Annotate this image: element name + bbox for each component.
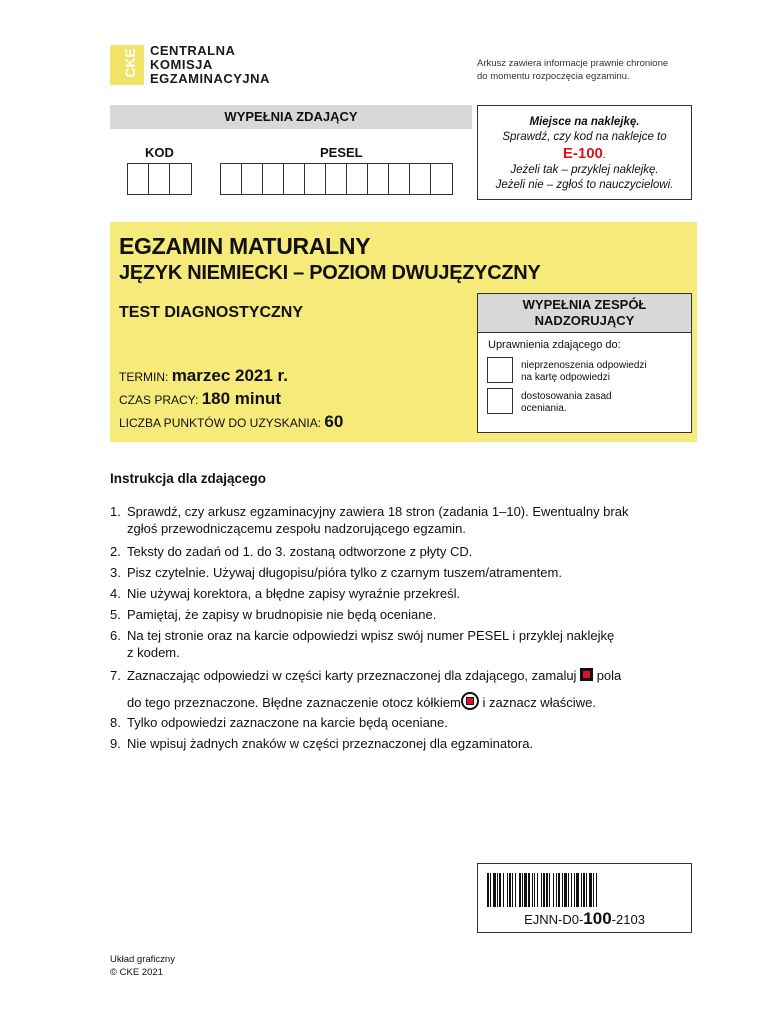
pesel-cell[interactable] <box>368 164 389 194</box>
pesel-cell[interactable] <box>326 164 347 194</box>
checkbox-no-transfer-label: nieprzenoszenia odpowiedzi na kartę odpowiedzi <box>521 360 647 383</box>
supervisor-box-title: WYPEŁNIA ZESPÓŁ NADZORUJĄCY <box>477 293 692 333</box>
checkbox-adjust-grading-label: dostosowania zasad oceniania. <box>521 391 612 414</box>
kod-field[interactable] <box>127 163 192 195</box>
instruction-item: 7. Zaznaczając odpowiedzi w części karty przeznaczonej dla zdającego, zamaluj pola do tego przeznaczone. Błędne zaznaczenie otocz kółkiem i zaznacz właściwe. <box>110 668 622 710</box>
checkbox-no-transfer[interactable] <box>487 357 513 383</box>
filled-answer-icon <box>580 668 593 681</box>
barcode-image <box>487 873 682 907</box>
instruction-item: 3. Pisz czytelnie. Używaj długopisu/pióra tylko z czarnym tuszem/atramentem. <box>110 565 562 580</box>
cke-logo-mark: CKE <box>110 45 144 85</box>
pesel-cell[interactable] <box>410 164 431 194</box>
supervisor-subtitle: Uprawnienia zdającego do: <box>488 339 621 351</box>
instruction-item: 2. Teksty do zadań od 1. do 3. zostaną odtworzone z płyty CD. <box>110 544 473 559</box>
circled-answer-icon <box>461 692 479 710</box>
kod-cell[interactable] <box>128 164 149 194</box>
instructions-heading: Instrukcja dla zdającego <box>110 471 267 486</box>
kod-label: KOD <box>145 145 174 160</box>
instruction-item: 9. Nie wpisuj żadnych znaków w części przeznaczonej dla egzaminatora. <box>110 736 534 751</box>
pesel-cell[interactable] <box>305 164 326 194</box>
exam-subject: JĘZYK NIEMIECKI – POZIOM DWUJĘZYCZNY <box>119 262 541 284</box>
pesel-cell[interactable] <box>242 164 263 194</box>
pesel-cell[interactable] <box>389 164 410 194</box>
punkty-row: LICZBA PUNKTÓW DO UZYSKANIA: 60 <box>119 412 344 431</box>
instruction-item: 8. Tylko odpowiedzi zaznaczone na karcie będą oceniane. <box>110 715 448 730</box>
pesel-cell[interactable] <box>431 164 452 194</box>
barcode-label: EJNN-D0-100-2103 <box>524 909 645 928</box>
pesel-cell[interactable] <box>284 164 305 194</box>
exam-type: TEST DIAGNOSTYCZNY <box>119 304 304 321</box>
checkbox-adjust-grading[interactable] <box>487 388 513 414</box>
pesel-cell[interactable] <box>263 164 284 194</box>
pesel-cell[interactable] <box>221 164 242 194</box>
exam-code: E-100 <box>562 145 603 162</box>
instruction-item: 1. Sprawdź, czy arkusz egzaminacyjny zawiera 18 stron (zadania 1–10). Ewentualny brak zgłoś przewodniczącemu zespołu nadzorującego egzamin. <box>110 504 629 536</box>
pesel-label: PESEL <box>320 145 363 160</box>
sticker-area: Miejsce na naklejkę. Sprawdź, czy kod na naklejce to E-100. Jeżeli tak – przyklej naklejkę. Jeżeli nie – zgłoś to nauczycielowi. <box>477 105 692 200</box>
instruction-item: 5. Pamiętaj, że zapisy w brudnopisie nie będą oceniane. <box>110 607 437 622</box>
footer: Układ graficzny © CKE 2021 <box>110 954 175 978</box>
exam-title: EGZAMIN MATURALNY <box>119 233 371 259</box>
pesel-field[interactable] <box>220 163 453 195</box>
instruction-item: 6. Na tej stronie oraz na karcie odpowiedzi wpisz swój numer PESEL i przyklej naklejkę z kodem. <box>110 628 615 660</box>
czas-row: CZAS PRACY: 180 minut <box>119 389 282 408</box>
candidate-box-title: WYPEŁNIA ZDAJĄCY <box>110 105 472 129</box>
legal-notice: Arkusz zawiera informacje prawnie chronione do momentu rozpoczęcia egzaminu. <box>477 58 669 82</box>
pesel-cell[interactable] <box>347 164 368 194</box>
instruction-item: 4. Nie używaj korektora, a błędne zapisy wyraźnie przekreśl. <box>110 586 461 601</box>
kod-cell[interactable] <box>149 164 170 194</box>
termin-row: TERMIN: marzec 2021 r. <box>119 366 288 385</box>
cke-logo-text: CENTRALNA KOMISJA EGZAMINACYJNA <box>150 43 270 86</box>
kod-cell[interactable] <box>170 164 191 194</box>
